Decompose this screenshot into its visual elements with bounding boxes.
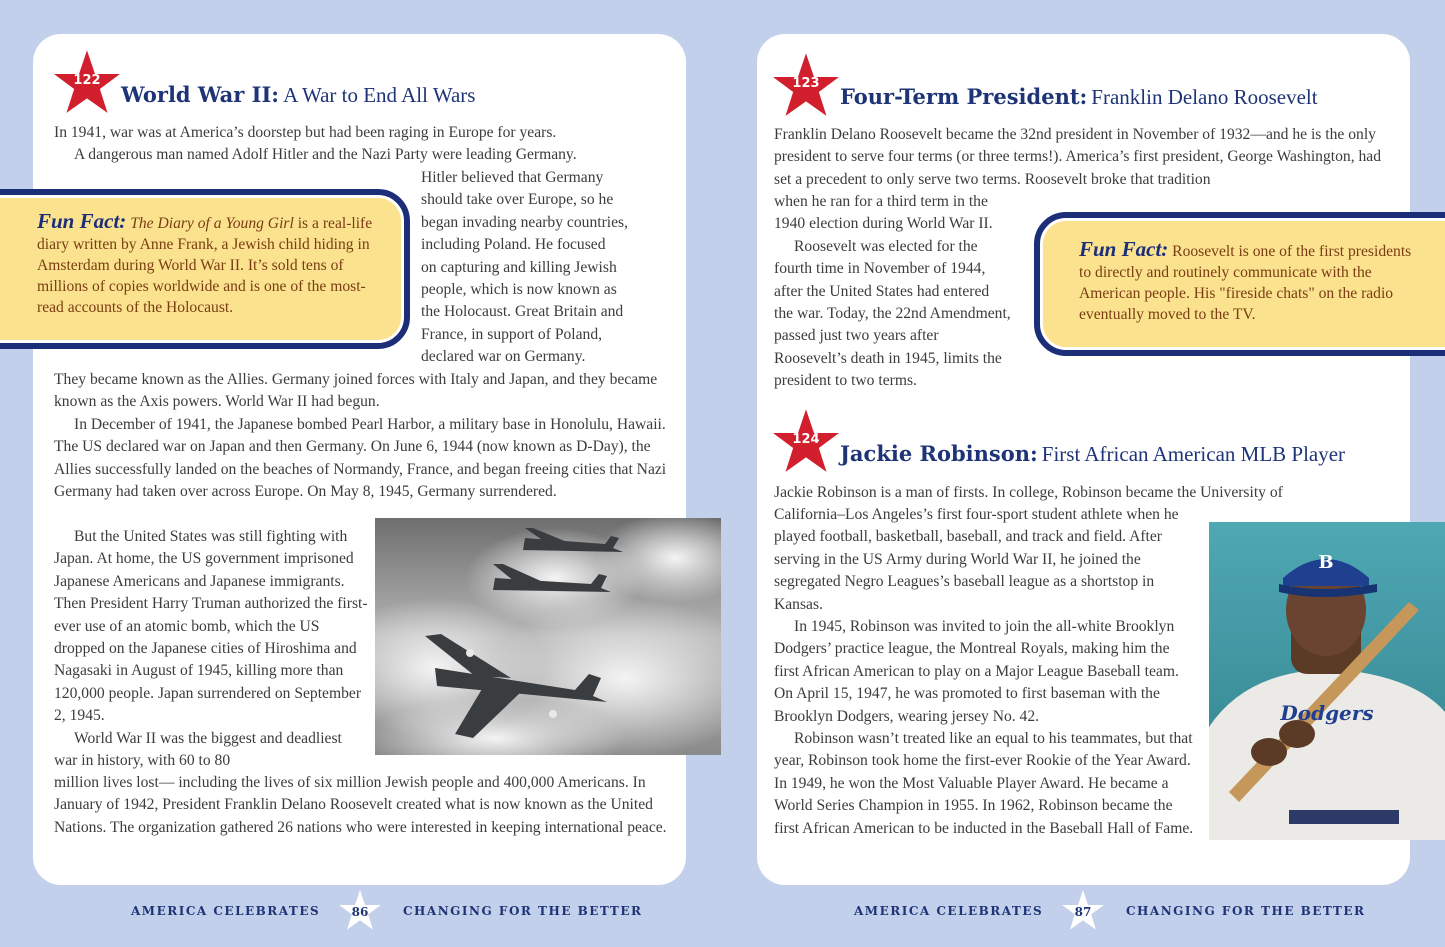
column-line: should take over Europe, so he (421, 191, 614, 209)
allies-paragraph: They became known as the Allies. Germany joined forces with Italy and Japan, and they became known as the Axis powers. World War II had begun. (54, 371, 658, 411)
jr-paragraph-3: Robinson wasn’t treated like an equal to his teammates, but that year, Robinson took home the first-ever Rookie of the Year Award. In 1949, he won the Most Valuable Player Award. He became a World Series Champion in 1955. In 1962, Robinson became the first African American to be inducted in the Baseball Hall of Fame. (774, 730, 1194, 837)
section-number: 124 (792, 432, 820, 447)
fdr-intro-text (774, 124, 1386, 191)
hitler-column (421, 167, 681, 369)
jr-paragraph-1-line-1: Jackie Robinson is a man of firsts. In college, Robinson became the University of (774, 484, 1283, 501)
page-number: 86 (351, 905, 369, 919)
page-number-star-icon (1061, 889, 1105, 931)
jr-first-line (774, 482, 1386, 504)
column-line: when he ran for a third term in the (774, 193, 988, 210)
fun-fact-body: Roosevelt is one of the first presidents to directly and routinely communicate with the American people. His "fireside chats" on the radio eventually moved to the TV. (1079, 243, 1412, 323)
fun-fact-text (1079, 239, 1419, 325)
section-star-icon (771, 408, 841, 474)
fun-fact-label: Fun Fact: (1079, 237, 1169, 261)
section-title-rest: A War to End All Wars (283, 83, 476, 107)
footer-book-title: AMERICA CELEBRATES (131, 904, 321, 918)
page-number: 87 (1074, 905, 1092, 919)
biggest-war-line: World War II was the biggest and deadliest war in history, with 60 to 80 (54, 729, 342, 770)
section-title-bold: Jackie Robinson: (840, 441, 1038, 466)
section-title-rest: First African American MLB Player (1041, 442, 1346, 466)
section-title-bold: Four-Term President: (840, 84, 1088, 109)
biggest-war-text (54, 772, 669, 839)
section-star-icon (52, 49, 122, 115)
column-line: president to two terms. (774, 372, 917, 390)
jr-paragraph-1: California–Los Angeles’s first four-sport student athlete when he played football, basketball, baseball, and track and field. After serving in the US Army during World War II, he joined the segregated Negro Leagues’s baseball league as a shortstop in Kansas. (774, 506, 1179, 613)
warplanes-photo (375, 518, 721, 755)
footer-chapter-title: CHANGING FOR THE BETTER (403, 904, 643, 918)
column-line: the war. Today, the 22nd Amendment, (774, 305, 1011, 323)
fun-fact-box (0, 195, 404, 343)
column-line: 1940 election during World War II. (774, 215, 993, 233)
column-line: Roosevelt was elected for the (794, 237, 978, 255)
fdr-paragraph-1: Franklin Delano Roosevelt became the 32nd president in November of 1932—and he is the only president to serve four terms (or three terms!). America’s first president, George Washington, had set a precedent to only serve two terms. Roosevelt broke that tradition (774, 126, 1382, 188)
column-line: people, which is now known as (421, 281, 617, 299)
japan-paragraph: But the United States was still fighting with Japan. At home, the US government imprisoned Japanese Americans and Japanese immigrants. Then President Harry Truman authorized the first-ever use of an atomic bomb, which the US dropped on the Japanese cities of Hiroshima and Nagasaki in August of 1945, killing more than 120,000 people. Japan surrendered on September 2, 1945. (54, 528, 368, 725)
biggest-war-paragraph: million lives lost— including the lives of six million Jewish people and 400,000 Americans. In January of 1942, President Franklin Delano Roosevelt created what is now known as the United Nations. The organization gathered 26 nations who were interested in keeping international peace. (54, 774, 667, 836)
column-line: France, in support of Poland, (421, 325, 603, 343)
column-line: the Holocaust. Great Britain and (421, 303, 624, 321)
fun-fact-body: is a real-life diary written by Anne Frank, a Jewish child hiding in Amsterdam during World War II. It’s sold tens of millions of copies worldwide and is one of the most-read accounts of the Holocaust. (37, 215, 373, 316)
intro-line-2: A dangerous man named Adolf Hitler and the Nazi Party were leading Germany. (74, 146, 577, 164)
jackie-robinson-photo (1209, 522, 1445, 840)
intro-line-1: In 1941, war was at America’s doorstep but had been raging in Europe for years. (54, 124, 557, 141)
footer-book-title: AMERICA CELEBRATES (854, 904, 1044, 918)
fdr-column (774, 191, 1034, 393)
fun-fact-text (37, 211, 387, 318)
jr-column (774, 504, 1194, 840)
column-line: began invading nearby countries, (421, 213, 628, 231)
section-title (840, 441, 1345, 467)
section-number: 122 (73, 73, 101, 88)
section-title (121, 82, 475, 108)
section-number: 123 (792, 76, 820, 91)
column-line: including Poland. He focused (421, 236, 606, 254)
fun-fact-label: Fun Fact: (37, 209, 127, 233)
column-line: after the United States had entered (774, 282, 990, 300)
column-line: passed just two years after (774, 327, 939, 345)
section-star-icon (771, 52, 841, 118)
section-title (840, 84, 1318, 110)
japan-column (54, 526, 369, 772)
column-line: on capturing and killing Jewish (421, 258, 617, 276)
page-number-star-icon (338, 889, 382, 931)
column-line: Hitler believed that Germany (421, 169, 604, 186)
column-line: declared war on Germany. (421, 348, 586, 366)
cap-letter: B (1318, 552, 1334, 573)
jersey-text: Dodgers (1280, 701, 1374, 725)
column-line: fourth time in November of 1944, (774, 260, 986, 278)
section-title-bold: World War II: (121, 82, 280, 107)
intro-text (54, 122, 669, 167)
fun-fact-box (1040, 218, 1445, 350)
footer-chapter-title: CHANGING FOR THE BETTER (1126, 904, 1366, 918)
diary-title: The Diary of a Young Girl (130, 215, 294, 232)
section-title-rest: Franklin Delano Roosevelt (1091, 85, 1318, 109)
pearl-harbor-paragraph: In December of 1941, the Japanese bombed Pearl Harbor, a military base in Honolulu, Hawaii. The US declared war on Japan and then Germany. On June 6, 1944 (now known as D-Day), the Allies successfully landed on the beaches of Normandy, France, and began freeing cities that Nazi Germany had taken over across Europe. On May 8, 1945, Germany surrendered. (54, 415, 667, 501)
column-line: Roosevelt’s death in 1945, limits the (774, 349, 1002, 367)
jr-paragraph-2: In 1945, Robinson was invited to join the all-white Brooklyn Dodgers’ practice league, the Montreal Royals, making him the first African American to play on a Major League Baseball team. On April 15, 1947, he was promoted to first baseman with the Brooklyn Dodgers, wearing jersey No. 42. (774, 618, 1179, 725)
war-history-text (54, 369, 669, 503)
